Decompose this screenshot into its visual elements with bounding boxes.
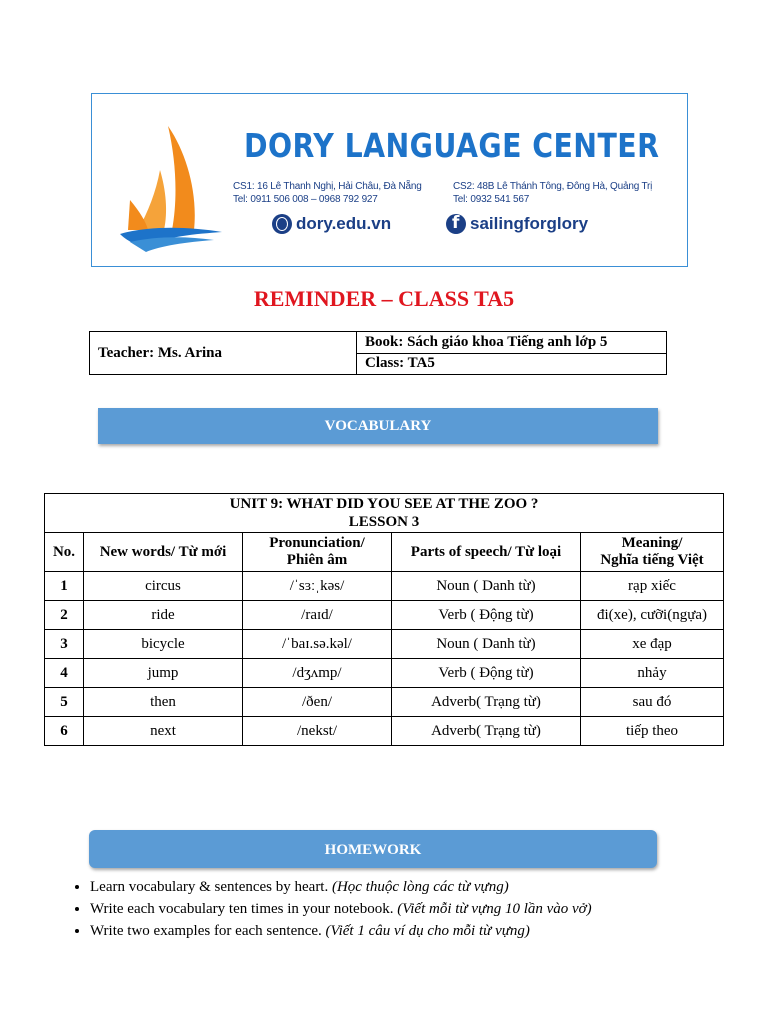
row-no: 2	[45, 601, 84, 630]
row-no: 1	[45, 572, 84, 601]
row-no: 5	[45, 688, 84, 717]
row-pos: Noun ( Danh từ)	[392, 572, 581, 601]
list-item	[90, 876, 592, 898]
header-meaning-line2: Nghĩa tiếng Việt	[600, 552, 704, 568]
homework-translation: (Học thuộc lòng các từ vựng)	[331, 879, 509, 895]
homework-text: Write two examples for each sentence.	[90, 923, 326, 939]
table-row	[45, 659, 724, 688]
row-meaning: sau đó	[581, 688, 724, 717]
sailboat-logo-icon	[116, 122, 226, 252]
table-row	[45, 717, 724, 746]
row-pos: Verb ( Động từ)	[392, 659, 581, 688]
table-row	[45, 688, 724, 717]
row-no: 3	[45, 630, 84, 659]
vocabulary-section-bar: VOCABULARY	[98, 408, 658, 444]
homework-translation: (Viết 1 câu ví dụ cho mỗi từ vựng)	[325, 923, 530, 939]
facebook-icon	[446, 214, 466, 234]
row-no: 6	[45, 717, 84, 746]
campus-2-address: CS2: 48B Lê Thánh Tông, Đông Hà, Quảng Trị	[453, 181, 653, 192]
campus-2-info	[453, 180, 652, 206]
row-word: next	[84, 717, 243, 746]
book-cell: Book: Sách giáo khoa Tiếng anh lớp 5	[357, 332, 667, 354]
row-word: jump	[84, 659, 243, 688]
row-meaning: tiếp theo	[581, 717, 724, 746]
lesson-title: LESSON 3	[348, 514, 420, 530]
list-item	[90, 898, 592, 920]
website-link[interactable]	[272, 214, 391, 234]
header-word: New words/ Từ mới	[84, 533, 243, 572]
row-pronunciation: /ˈbaɪ.sə.kəl/	[243, 630, 392, 659]
page-title: REMINDER – CLASS TA5	[253, 286, 515, 311]
row-meaning: đi(xe), cưỡi(ngựa)	[581, 601, 724, 630]
teacher-cell: Teacher: Ms. Arina	[90, 332, 357, 375]
list-item	[90, 920, 592, 942]
row-pronunciation: /ˈsɜːˌkəs/	[243, 572, 392, 601]
row-pos: Noun ( Danh từ)	[392, 630, 581, 659]
row-pos: Adverb( Trạng từ)	[392, 717, 581, 746]
row-pronunciation: /raɪd/	[243, 601, 392, 630]
campus-2-tel: Tel: 0932 541 567	[453, 194, 530, 205]
row-word: circus	[84, 572, 243, 601]
header-no: No.	[45, 533, 84, 572]
website-label: dory.edu.vn	[296, 214, 392, 233]
header-pronunciation-line2: Phiên âm	[286, 552, 348, 568]
table-row	[45, 601, 724, 630]
row-pronunciation: /dʒʌmp/	[243, 659, 392, 688]
table-row	[45, 572, 724, 601]
class-info-table	[89, 331, 667, 375]
row-word: ride	[84, 601, 243, 630]
row-no: 4	[45, 659, 84, 688]
row-meaning: xe đạp	[581, 630, 724, 659]
campus-1-address: CS1: 16 Lê Thanh Nghị, Hải Châu, Đà Nẵng	[233, 181, 422, 192]
vocabulary-table	[44, 493, 724, 746]
homework-translation: (Viết mỗi từ vựng 10 lần vào vở)	[397, 901, 592, 917]
row-word: then	[84, 688, 243, 717]
header-meaning-line1: Meaning/	[621, 535, 683, 551]
row-pronunciation: /nekst/	[243, 717, 392, 746]
header-banner	[91, 93, 688, 267]
row-pos: Adverb( Trạng từ)	[392, 688, 581, 717]
unit-heading	[45, 494, 724, 533]
homework-section-bar: HOMEWORK	[89, 830, 657, 868]
homework-list	[70, 876, 592, 942]
homework-text: Learn vocabulary & sentences by heart.	[90, 879, 332, 895]
header-pronunciation-line1: Pronunciation/	[269, 535, 365, 551]
globe-icon	[272, 214, 292, 234]
homework-text: Write each vocabulary ten times in your notebook.	[90, 901, 398, 917]
header-meaning	[581, 533, 724, 572]
row-pos: Verb ( Động từ)	[392, 601, 581, 630]
facebook-label: sailingforglory	[470, 214, 589, 233]
header-pronunciation	[243, 533, 392, 572]
facebook-link[interactable]	[446, 214, 588, 234]
header-pos: Parts of speech/ Từ loại	[392, 533, 581, 572]
class-cell: Class: TA5	[357, 353, 667, 375]
table-row	[45, 630, 724, 659]
row-word: bicycle	[84, 630, 243, 659]
campus-1-info	[233, 180, 422, 206]
brand-name: DORY LANGUAGE CENTER	[244, 126, 660, 165]
row-meaning: rạp xiếc	[581, 572, 724, 601]
row-pronunciation: /ðen/	[243, 688, 392, 717]
unit-title: UNIT 9: WHAT DID YOU SEE AT THE ZOO ?	[229, 496, 539, 512]
campus-1-tel: Tel: 0911 506 008 – 0968 792 927	[233, 194, 378, 205]
row-meaning: nhảy	[581, 659, 724, 688]
